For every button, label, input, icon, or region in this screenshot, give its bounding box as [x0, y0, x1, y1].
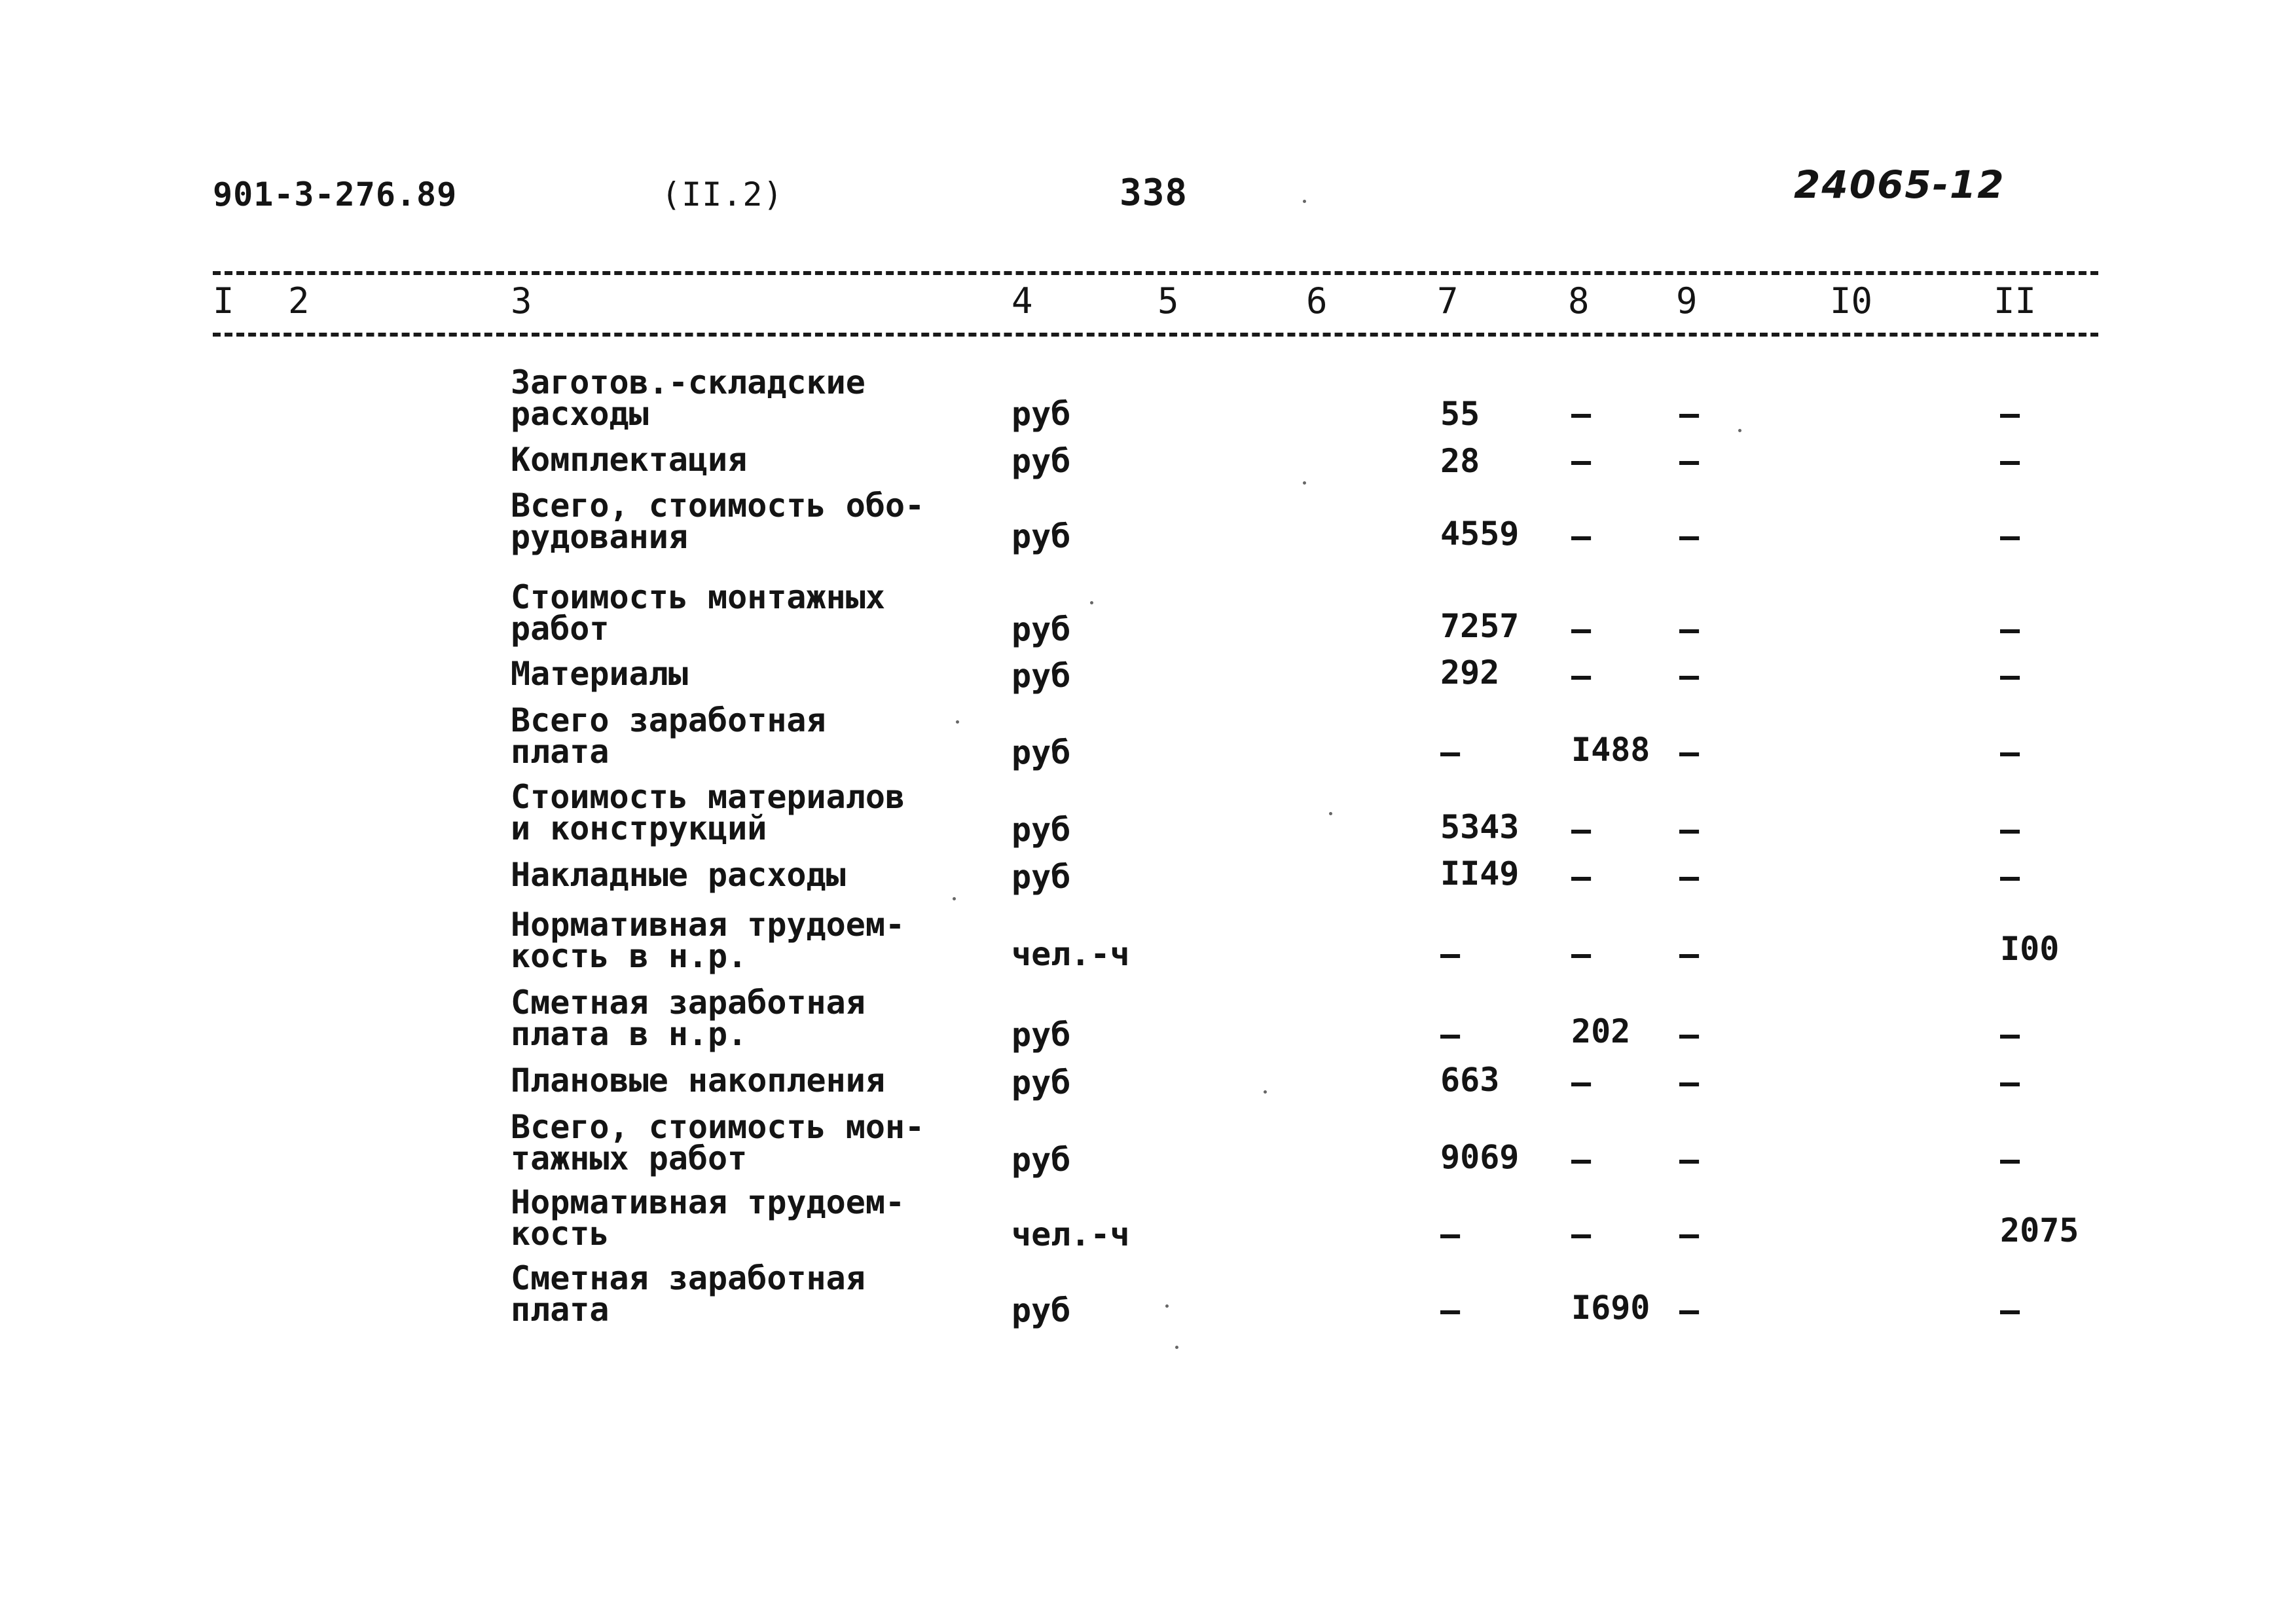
scan-speck — [1303, 481, 1306, 485]
header-rule-top — [213, 271, 2098, 275]
row-col9: – — [1679, 442, 1700, 480]
column-number-1: I — [213, 280, 234, 322]
row-col9: – — [1679, 1141, 1700, 1179]
row-col8: 202 — [1571, 1012, 1631, 1050]
column-number-11: II — [1994, 280, 2037, 322]
row-unit: руб — [1011, 395, 1071, 433]
row-col11: – — [2000, 442, 2020, 480]
row-col7: II49 — [1440, 855, 1520, 893]
scan-speck — [956, 720, 959, 724]
row-col8: – — [1571, 610, 1592, 648]
row-unit: руб — [1011, 733, 1071, 771]
row-unit: руб — [1011, 811, 1071, 849]
scan-speck — [1738, 429, 1741, 432]
row-col9: – — [1679, 858, 1700, 896]
column-number-9: 9 — [1676, 280, 1698, 322]
column-number-3: 3 — [511, 280, 532, 322]
row-col9: – — [1679, 1063, 1700, 1101]
row-label: Комплектация — [511, 441, 748, 479]
row-label: Нормативная трудоем- кость в н.р. — [511, 906, 905, 975]
row-col8: – — [1571, 1141, 1592, 1179]
row-col11: – — [2000, 395, 2020, 433]
row-col11: – — [2000, 1016, 2020, 1054]
row-col8: – — [1571, 935, 1592, 973]
row-label: Всего заработная плата — [511, 701, 826, 771]
row-col7: 28 — [1440, 442, 1480, 480]
row-col9: – — [1679, 1016, 1700, 1054]
row-label: Сметная заработная плата в н.р. — [511, 984, 866, 1053]
row-unit: руб — [1011, 610, 1071, 648]
row-col9: – — [1679, 935, 1700, 973]
row-col11: – — [2000, 657, 2020, 695]
row-unit: чел.-ч — [1011, 1215, 1130, 1253]
row-unit: руб — [1011, 1063, 1071, 1101]
row-col9: – — [1679, 517, 1700, 555]
row-col11: – — [2000, 1063, 2020, 1101]
row-unit: руб — [1011, 858, 1071, 896]
row-label: Материалы — [511, 655, 688, 693]
row-col11: I00 — [2000, 930, 2060, 968]
row-col7: 9069 — [1440, 1138, 1520, 1176]
row-label: Нормативная трудоем- кость — [511, 1183, 905, 1253]
scan-speck — [1165, 1304, 1169, 1308]
row-col8: – — [1571, 1215, 1592, 1253]
row-label: Сметная заработная плата — [511, 1259, 866, 1329]
row-col9: – — [1679, 1291, 1700, 1329]
column-number-8: 8 — [1568, 280, 1590, 322]
row-col9: – — [1679, 733, 1700, 771]
row-col8: – — [1571, 395, 1592, 433]
header-rule-bottom — [213, 333, 2098, 337]
row-col11: – — [2000, 1141, 2020, 1179]
row-label: Стоимость монтажных работ — [511, 578, 885, 648]
row-col7: 55 — [1440, 395, 1480, 433]
row-label: Накладные расходы — [511, 856, 846, 894]
column-number-7: 7 — [1437, 280, 1459, 322]
row-col7: – — [1440, 935, 1461, 973]
row-col11: – — [2000, 858, 2020, 896]
row-col9: – — [1679, 811, 1700, 849]
row-col8: I690 — [1571, 1289, 1650, 1327]
doc-code: 901-3-276.89 — [213, 175, 458, 213]
column-number-4: 4 — [1011, 280, 1033, 322]
page-number: 338 — [1120, 172, 1188, 214]
row-col9: – — [1679, 1215, 1700, 1253]
row-col7: 292 — [1440, 654, 1500, 692]
row-col7: – — [1440, 1291, 1461, 1329]
row-unit: руб — [1011, 517, 1071, 555]
scan-speck — [1175, 1346, 1178, 1349]
row-col7: – — [1440, 1215, 1461, 1253]
row-unit: руб — [1011, 1016, 1071, 1054]
row-col9: – — [1679, 610, 1700, 648]
row-col7: 5343 — [1440, 808, 1520, 846]
row-label: Всего, стоимость обо- рудования — [511, 487, 925, 556]
column-number-2: 2 — [288, 280, 310, 322]
row-col11: – — [2000, 811, 2020, 849]
section-number: (II.2) — [661, 175, 784, 213]
row-unit: руб — [1011, 442, 1071, 480]
row-col9: – — [1679, 657, 1700, 695]
row-unit: руб — [1011, 1291, 1071, 1329]
row-col8: – — [1571, 1063, 1592, 1101]
row-col11: – — [2000, 1291, 2020, 1329]
column-number-5: 5 — [1157, 280, 1179, 322]
row-label: Стоимость материалов и конструкций — [511, 778, 905, 847]
row-col8: – — [1571, 442, 1592, 480]
row-col9: – — [1679, 395, 1700, 433]
column-number-10: I0 — [1830, 280, 1873, 322]
row-col7: – — [1440, 1016, 1461, 1054]
row-col7: 4559 — [1440, 515, 1520, 553]
column-number-6: 6 — [1306, 280, 1328, 322]
scan-speck — [1264, 1090, 1267, 1094]
scan-speck — [1329, 812, 1332, 815]
scan-speck — [953, 897, 956, 900]
row-col8: I488 — [1571, 731, 1650, 769]
row-label: Плановые накопления — [511, 1061, 885, 1099]
row-col8: – — [1571, 811, 1592, 849]
scan-speck — [1090, 601, 1093, 604]
row-col7: – — [1440, 733, 1461, 771]
row-col7: 7257 — [1440, 607, 1520, 645]
row-unit: руб — [1011, 1141, 1071, 1179]
row-col7: 663 — [1440, 1061, 1500, 1099]
row-col11: – — [2000, 517, 2020, 555]
scan-speck — [1303, 200, 1306, 203]
handwritten-reference: 24065-12 — [1794, 162, 2005, 207]
row-label: Всего, стоимость мон- тажных работ — [511, 1108, 925, 1177]
row-unit: чел.-ч — [1011, 935, 1130, 973]
row-col11: – — [2000, 610, 2020, 648]
row-col8: – — [1571, 657, 1592, 695]
row-col8: – — [1571, 517, 1592, 555]
row-unit: руб — [1011, 657, 1071, 695]
row-col11: 2075 — [2000, 1211, 2079, 1249]
row-col11: – — [2000, 733, 2020, 771]
row-col8: – — [1571, 858, 1592, 896]
row-label: Заготов.-складские расходы — [511, 363, 866, 433]
